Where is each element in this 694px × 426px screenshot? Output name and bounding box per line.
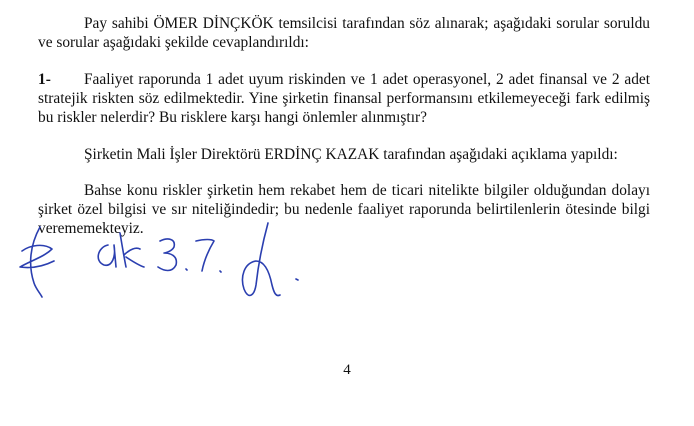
question-number: 1- xyxy=(38,71,51,88)
answer-intro-text: Şirketin Mali İşler Direktörü ERDİNÇ KAZAK tarafından aşağıdaki açıklama yapıldı: xyxy=(84,146,618,163)
page-number: 4 xyxy=(343,362,351,378)
answer-intro-paragraph xyxy=(38,145,650,164)
intro-paragraph xyxy=(38,14,650,52)
question-paragraph xyxy=(38,70,650,127)
question-text: Faaliyet raporunda 1 adet uyum riskinden ve 1 adet operasyonel, 2 adet finansal ve 2 adet stratejik riskten söz edilmektedir. Yine şirketin finansal performansını etkilemeyeceği fark edilmiş bu riskler nelerdir? Bu risklere karşı hangi önlemler alınmıştır? xyxy=(38,71,650,126)
intro-text: Pay sahibi ÖMER DİNÇKÖK temsilcisi tarafından söz alınarak; aşağıdaki sorular soruldu ve sorular aşağıdaki şekilde cevaplandırıldı: xyxy=(38,15,650,51)
handwritten-date xyxy=(158,239,221,272)
answer-text: Bahse konu riskler şirketin hem rekabet hem de ticari nitelikte bilgiler olduğundan dolayı şirket özel bilgisi ve sır niteliğindedir; bu nedenle faaliyet raporunda belirtilenlerin ötesinde bilgi verememekteyiz. xyxy=(38,182,650,237)
answer-paragraph xyxy=(38,181,650,238)
signature-2 xyxy=(98,233,144,267)
